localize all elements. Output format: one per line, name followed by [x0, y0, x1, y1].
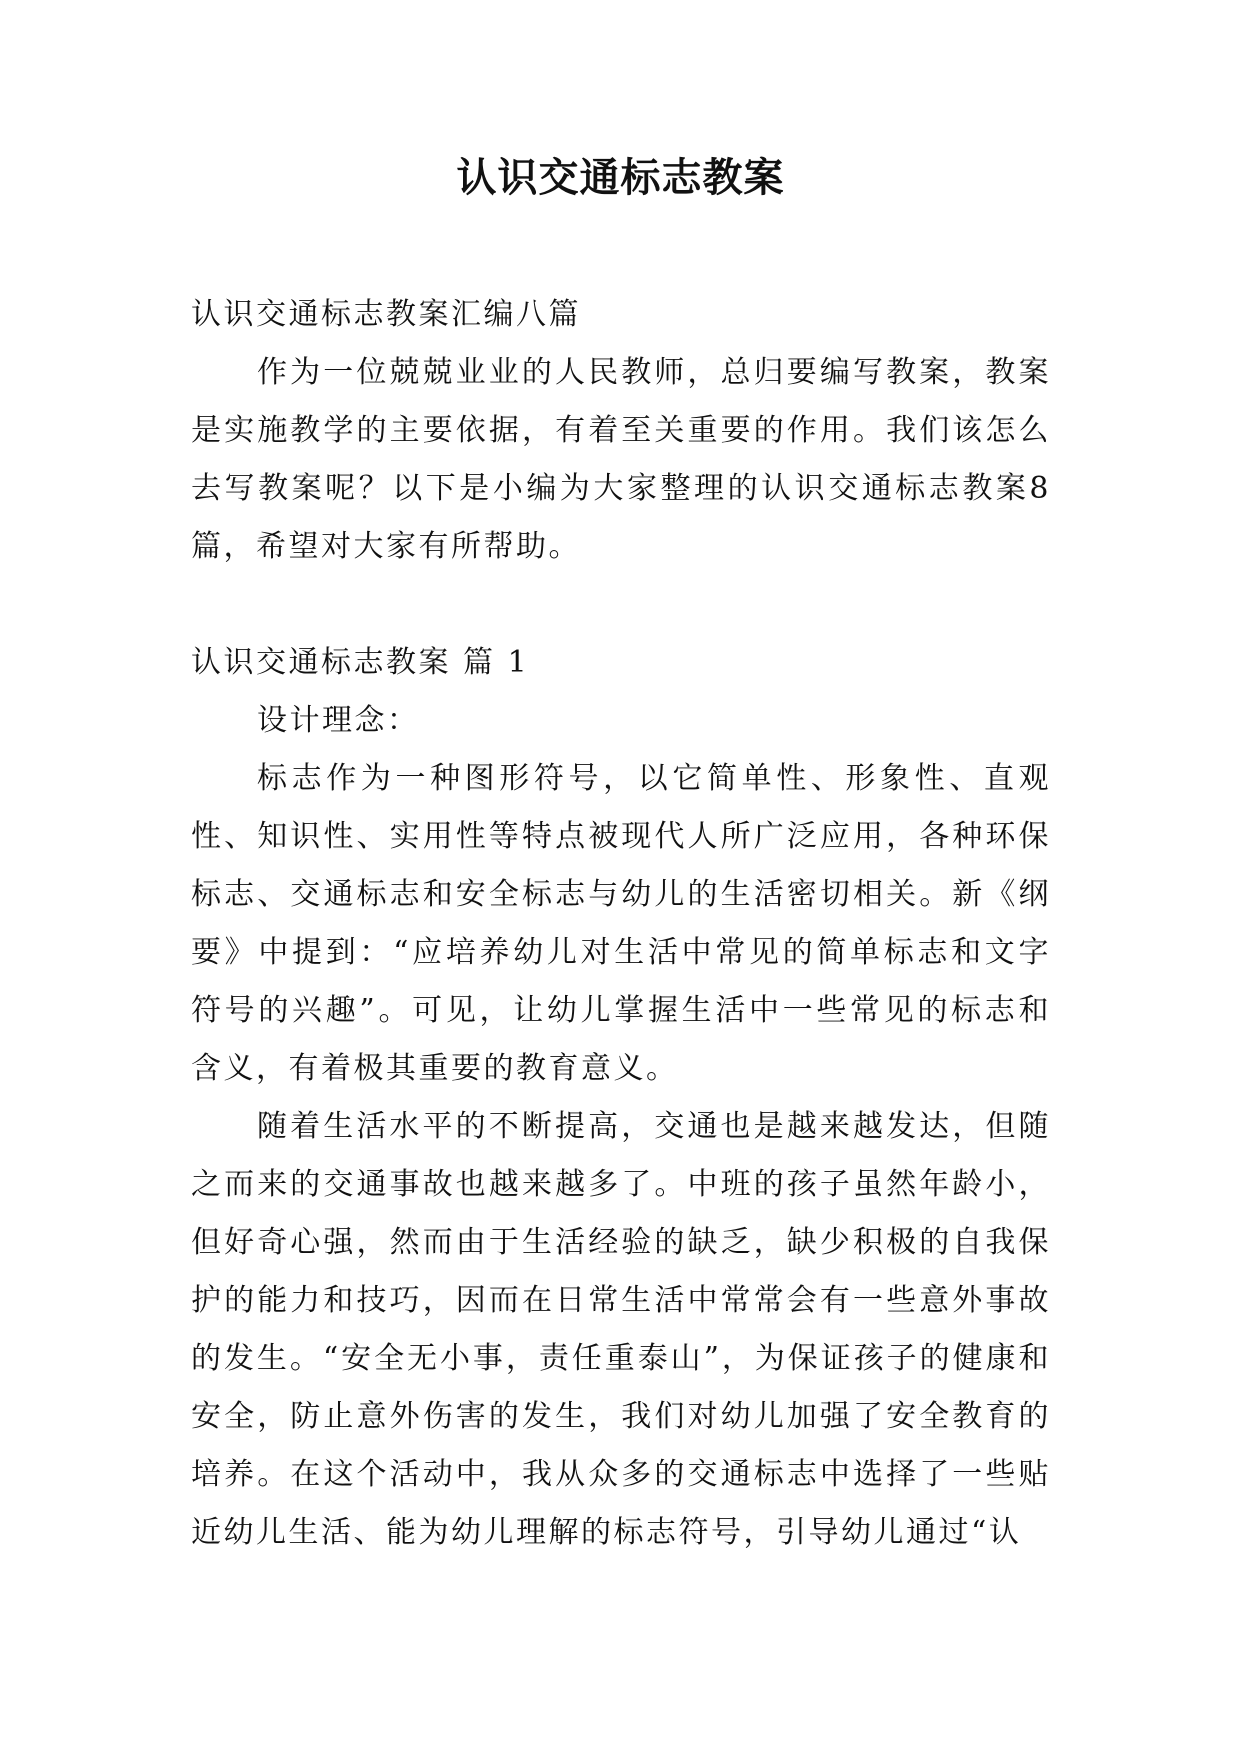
body-paragraph-2: 随着生活水平的不断提高，交通也是越来越发达，但随之而来的交通事故也越来越多了。中班的孩子虽然年龄小，但好奇心强，然而由于生活经验的缺乏，缺少积极的自我保护的能力和技巧，因而在日常生活中常常会有一些意外事故的发生。“安全无小事，责任重泰山”，为保证孩子的健康和安全，防止意外伤害的发生，我们对幼儿加强了安全教育的培养。在这个活动中，我从众多的交通标志中选择了一些贴近幼儿生活、能为幼儿理解的标志符号，引导幼儿通过“认 [191, 1109, 1051, 1550]
intro-paragraph: 作为一位兢兢业业的人民教师，总归要编写教案，教案是实施教学的主要依据，有着至关重要的作用。我们该怎么去写教案呢？以下是小编为大家整理的认识交通标志教案8篇，希望对大家有所帮助。 [191, 355, 1051, 564]
design-label: 设计理念： [257, 703, 420, 738]
paragraph-gap [191, 576, 1051, 634]
body-paragraph-1: 标志作为一种图形符号，以它简单性、形象性、直观性、知识性、实用性等特点被现代人所广泛应用，各种环保标志、交通标志和安全标志与幼儿的生活密切相关。新《纲要》中提到：“应培养幼儿对生活中常见的简单标志和文字符号的兴趣”。可见，让幼儿掌握生活中一些常见的标志和含义，有着极其重要的教育意义。 [191, 761, 1051, 1086]
section-heading: 认识交通标志教案 篇 1 [191, 645, 530, 680]
document-body [191, 286, 1051, 1562]
document-subtitle: 认识交通标志教案汇编八篇 [191, 297, 581, 332]
document-title: 认识交通标志教案 [456, 154, 785, 201]
